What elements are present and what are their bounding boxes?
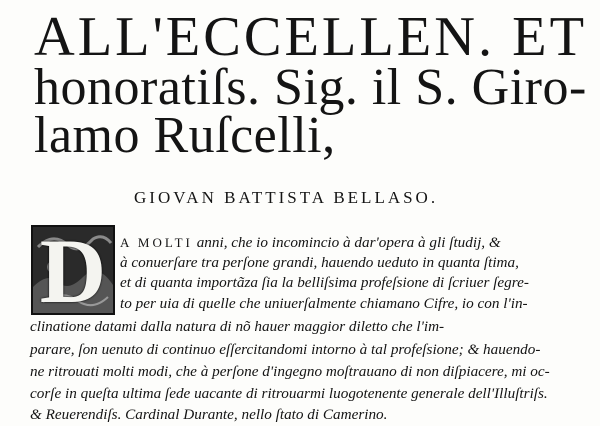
body-line-9: & Reuerendiſs. Cardinal Durante, nello ſtato di Camerino. <box>30 406 388 423</box>
body-line-8: corſe in queſta ultima ſede uacante di ritrouarmi luogotenente generale dell'Illuſtriſs. <box>30 385 548 402</box>
body-line-4: to per uia di quelle che uniuerſalmente chiamano Cifre, io con l'in- <box>120 295 528 312</box>
title-line-3: lamo Ruſcelli, <box>34 107 336 164</box>
decorated-initial <box>31 225 115 315</box>
body-line-5: clinatione datami dalla natura di nõ hauer maggior diletto che l'im- <box>30 318 445 335</box>
body-line-7: ne ritrouati molti modi, che à perſone d'ingegno moſtrauano di non diſpiacere, mi oc- <box>30 363 550 380</box>
body-line-1-text: anni, che io incomincio à dar'opera à gli ſtudij, & <box>192 234 501 251</box>
body-line-6: parare, ſon uenuto di continuo eſſercitandomi intorno à tal profeſsione; & hauendo- <box>30 341 541 358</box>
body-lead-caps: A MOLTI <box>120 235 193 250</box>
initial-letter: D <box>39 225 107 315</box>
body-line-1 <box>120 233 501 252</box>
title-line-2: honoratiſs. Sig. il S. Giro- <box>34 59 587 116</box>
title-line-1: ALL'ECCELLEN. ET <box>34 6 588 68</box>
author-heading: GIOVAN BATTISTA BELLASO. <box>134 188 439 207</box>
body-line-3: et di quanta importãza ſia la belliſsima profeſsione di ſcriuer ſegre- <box>120 274 529 291</box>
body-line-2: à conuerſare tra perſone grandi, hauendo ueduto in quanta ſtima, <box>120 254 519 271</box>
